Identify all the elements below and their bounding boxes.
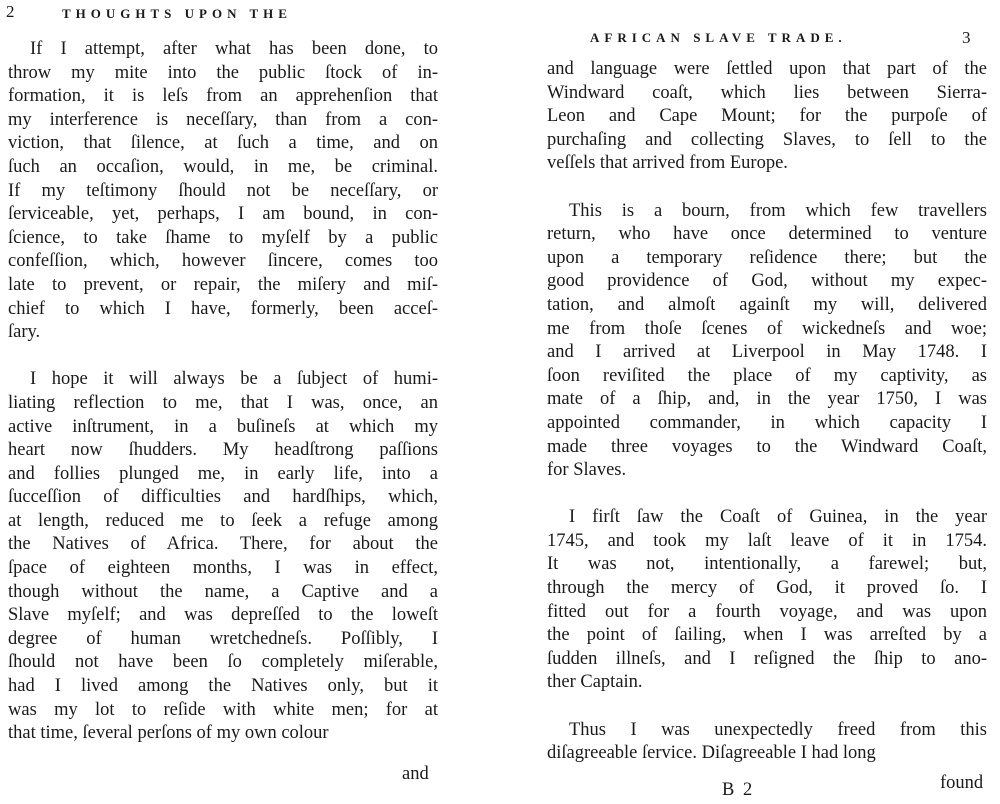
text-line: me from thoſe ſcenes of wickedneſs and woe;: [547, 318, 987, 339]
text-line: made three voyages to the Windward Coaſt,: [547, 436, 987, 457]
text-line: Slave myſelf; and was depreſſed to the loweſt: [8, 605, 438, 626]
text-line: the point of ſailing, when I was arreſted by a: [547, 625, 987, 646]
text-line: throw my mite into the public ſtock of in-: [8, 62, 438, 83]
text-line: ſucceſſion of difficulties and hardſhips, which,: [8, 487, 438, 508]
text-line: good providence of God, without my expec-: [547, 271, 987, 292]
text-line: formation, it is leſs from an apprehenſion that: [8, 86, 438, 107]
text-line: that time, ſeveral perſons of my own colour: [8, 723, 329, 744]
text-line: and language were ſettled upon that part of the: [547, 59, 987, 79]
text-line: veſſels that arrived from Europe.: [547, 153, 788, 174]
text-line: degree of human wretchedneſs. Poſſibly, I: [8, 628, 438, 649]
text-line: If I attempt, after what has been done, to: [30, 39, 438, 59]
left-text-block: [8, 38, 438, 746]
text-line: I firſt ſaw the Coaſt of Guinea, in the year: [569, 507, 987, 528]
text-line: appointed commander, in which capacity I: [547, 412, 987, 433]
text-line: liating reflection to me, that I was, once, an: [8, 392, 438, 413]
text-line: It was not, intentionally, a farewel; but,: [547, 554, 987, 575]
text-line: for Slaves.: [547, 460, 627, 481]
text-line: ther Captain.: [547, 672, 643, 693]
text-line: upon a temporary reſidence there; but the: [547, 247, 987, 268]
text-line: mate of a ſhip, and, in the year 1750, I was: [547, 389, 987, 410]
text-line: 1745, and took my laſt leave of it in 1754.: [547, 530, 987, 551]
text-line: This is a bourn, from which few travellers: [569, 200, 987, 221]
text-line: viction, that ſilence, at ſuch a time, and on: [8, 133, 438, 154]
text-line: If my teſtimony ſhould not be neceſſary, or: [8, 180, 438, 201]
text-line: through the mercy of God, it proved ſo. I: [547, 578, 987, 599]
text-line: I hope it will always be a ſubject of humi-: [30, 369, 438, 390]
text-line: Windward coaſt, which lies between Sierra-: [547, 82, 987, 103]
text-line: ſcience, to take ſhame to myſelf by a public: [8, 227, 438, 248]
text-line: fitted out for a fourth voyage, and was upon: [547, 601, 987, 622]
text-line: ſpace of eighteen months, I was in effect,: [8, 558, 438, 579]
text-line: ſary.: [8, 322, 41, 343]
left-page-number: 2: [6, 2, 15, 21]
text-line: Leon and Cape Mount; for the purpoſe of: [547, 106, 987, 127]
right-page: [530, 0, 1000, 804]
text-line: purchaſing and collecting Slaves, to ſell to the: [547, 129, 987, 150]
paragraph-gap: [547, 695, 987, 719]
text-line: late to prevent, or repair, the miſery and miſ-: [8, 274, 438, 295]
text-line: active inſtrument, in a buſineſs at which my: [8, 416, 438, 437]
paragraph-gap: [547, 483, 987, 507]
right-text-block: [547, 58, 987, 766]
right-catchword: found: [940, 773, 984, 793]
text-line: at length, reduced me to ſeek a refuge among: [8, 510, 438, 531]
right-page-number: 3: [962, 28, 971, 47]
left-catchword: and: [402, 764, 429, 784]
left-page: [0, 0, 460, 804]
text-line: had I lived among the Natives only, but it: [8, 676, 438, 697]
text-line: ſhould not have been ſo completely miſerable,: [8, 652, 438, 673]
text-line: though without the name, a Captive and a: [8, 581, 438, 602]
paragraph-gap: [8, 345, 438, 369]
text-line: ſudden illneſs, and I reſigned the ſhip to ano-: [547, 648, 987, 669]
text-line: heart now ſhudders. My headſtrong paſſions: [8, 440, 438, 461]
right-running-head: AFRICAN SLAVE TRADE.: [590, 30, 847, 45]
text-line: diſagreeable ſervice. Diſagreeable I had long: [547, 743, 876, 764]
left-running-head: THOUGHTS UPON THE: [62, 6, 292, 21]
paragraph-gap: [547, 176, 987, 200]
text-line: ſoon reviſited the place of my captivity, as: [547, 365, 987, 386]
text-line: and I arrived at Liverpool in May 1748. I: [547, 342, 987, 363]
text-line: and follies plunged me, in early life, into a: [8, 463, 438, 484]
text-line: ſerviceable, yet, perhaps, I am bound, in con-: [8, 204, 438, 225]
text-line: tation, and almoſt againſt my will, delivered: [547, 294, 987, 315]
text-line: chief to which I have, formerly, been acceſ-: [8, 298, 438, 319]
text-line: Thus I was unexpectedly freed from this: [569, 719, 987, 740]
signature-mark: B 2: [722, 780, 755, 800]
text-line: was my lot to reſide with white men; for at: [8, 699, 438, 720]
text-line: the Natives of Africa. There, for about the: [8, 534, 438, 555]
text-line: my interference is neceſſary, than from a con-: [8, 109, 438, 130]
text-line: ſuch an occaſion, would, in me, be criminal.: [8, 156, 438, 177]
text-line: confeſſion, which, however ſincere, comes too: [8, 251, 438, 272]
text-line: return, who have once determined to venture: [547, 224, 987, 245]
